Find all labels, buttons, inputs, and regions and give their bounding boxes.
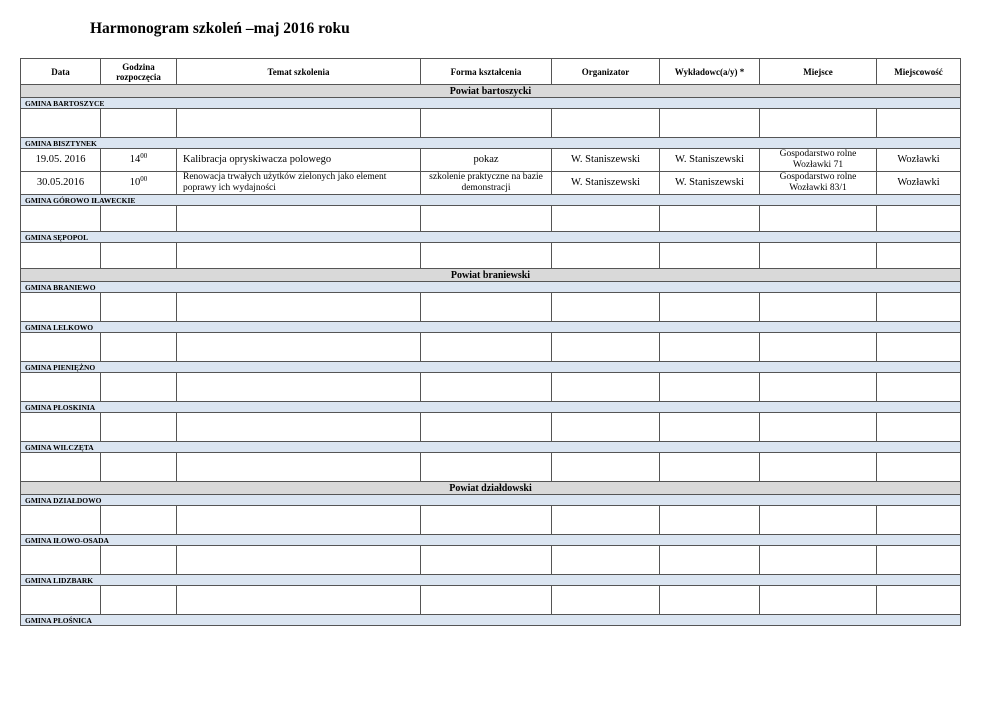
gmina-row xyxy=(21,98,961,109)
entry-hour-value: 10 xyxy=(129,177,141,188)
empty-cell xyxy=(21,413,101,442)
empty-cell xyxy=(101,373,177,402)
empty-cell xyxy=(101,333,177,362)
empty-cell xyxy=(421,586,552,615)
empty-cell xyxy=(21,109,101,138)
empty-row xyxy=(21,506,961,535)
gmina-row xyxy=(21,138,961,149)
empty-row xyxy=(21,243,961,269)
entry-lecturer: W. Staniszewski xyxy=(660,172,760,195)
empty-row xyxy=(21,546,961,575)
gmina-row xyxy=(21,402,961,413)
entry-hour xyxy=(101,149,177,172)
empty-row xyxy=(21,413,961,442)
entry-minutes: 00 xyxy=(140,152,148,160)
empty-cell xyxy=(877,453,961,482)
empty-cell xyxy=(877,293,961,322)
empty-cell xyxy=(660,243,760,269)
empty-cell xyxy=(101,546,177,575)
empty-cell xyxy=(877,373,961,402)
empty-cell xyxy=(760,373,877,402)
empty-cell xyxy=(421,453,552,482)
gmina-name: GMINA IŁOWO-OSADA xyxy=(21,535,961,546)
col-header-start-hour: Godzina rozpoczęcia xyxy=(101,59,177,85)
empty-cell xyxy=(177,586,421,615)
empty-cell xyxy=(760,206,877,232)
powiat-name: Powiat bartoszycki xyxy=(21,85,961,98)
entry-place: Gospodarstwo rolne Wozławki 83/1 xyxy=(760,172,877,195)
empty-cell xyxy=(660,546,760,575)
empty-cell xyxy=(177,333,421,362)
empty-row xyxy=(21,373,961,402)
empty-cell xyxy=(552,243,660,269)
empty-cell xyxy=(101,206,177,232)
gmina-row xyxy=(21,195,961,206)
col-header-organizer: Organizator xyxy=(552,59,660,85)
empty-cell xyxy=(760,413,877,442)
empty-cell xyxy=(877,333,961,362)
empty-cell xyxy=(21,546,101,575)
empty-cell xyxy=(552,109,660,138)
col-header-locality: Miejscowość xyxy=(877,59,961,85)
empty-cell xyxy=(660,413,760,442)
gmina-name: GMINA BISZTYNEK xyxy=(21,138,961,149)
empty-cell xyxy=(21,453,101,482)
entry-lecturer: W. Staniszewski xyxy=(660,149,760,172)
empty-cell xyxy=(552,413,660,442)
entry-locality: Wozławki xyxy=(877,172,961,195)
empty-cell xyxy=(760,333,877,362)
empty-cell xyxy=(21,506,101,535)
empty-cell xyxy=(421,206,552,232)
empty-cell xyxy=(760,243,877,269)
empty-cell xyxy=(101,506,177,535)
empty-cell xyxy=(177,373,421,402)
empty-row xyxy=(21,333,961,362)
empty-cell xyxy=(760,506,877,535)
empty-cell xyxy=(21,373,101,402)
empty-cell xyxy=(552,546,660,575)
empty-cell xyxy=(421,413,552,442)
powiat-row xyxy=(21,85,961,98)
empty-cell xyxy=(421,243,552,269)
entry-form: pokaz xyxy=(421,149,552,172)
header-row xyxy=(21,59,961,85)
gmina-row xyxy=(21,362,961,373)
entry-hour-value: 14 xyxy=(129,154,141,165)
empty-cell xyxy=(101,453,177,482)
empty-cell xyxy=(21,206,101,232)
empty-cell xyxy=(877,586,961,615)
gmina-name: GMINA SĘPOPOL xyxy=(21,232,961,243)
empty-cell xyxy=(552,293,660,322)
empty-row xyxy=(21,293,961,322)
empty-cell xyxy=(760,293,877,322)
gmina-name: GMINA DZIAŁDOWO xyxy=(21,495,961,506)
powiat-name: Powiat braniewski xyxy=(21,269,961,282)
empty-cell xyxy=(177,453,421,482)
empty-cell xyxy=(421,293,552,322)
gmina-name: GMINA PŁOSKINIA xyxy=(21,402,961,413)
empty-cell xyxy=(421,333,552,362)
empty-cell xyxy=(101,413,177,442)
gmina-row xyxy=(21,575,961,586)
empty-cell xyxy=(552,586,660,615)
powiat-row xyxy=(21,482,961,495)
empty-row xyxy=(21,109,961,138)
empty-cell xyxy=(421,109,552,138)
empty-cell xyxy=(552,206,660,232)
gmina-name: GMINA WILCZĘTA xyxy=(21,442,961,453)
empty-cell xyxy=(21,333,101,362)
empty-cell xyxy=(660,109,760,138)
empty-cell xyxy=(877,109,961,138)
empty-cell xyxy=(660,293,760,322)
entry-date: 30.05.2016 xyxy=(21,172,101,195)
empty-cell xyxy=(760,586,877,615)
col-header-form: Forma kształcenia xyxy=(421,59,552,85)
empty-cell xyxy=(877,506,961,535)
empty-cell xyxy=(660,506,760,535)
gmina-name: GMINA BRANIEWO xyxy=(21,282,961,293)
empty-cell xyxy=(660,586,760,615)
entry-organizer: W. Staniszewski xyxy=(552,149,660,172)
empty-row xyxy=(21,206,961,232)
gmina-row xyxy=(21,442,961,453)
schedule-table xyxy=(20,58,961,626)
col-header-topic: Temat szkolenia xyxy=(177,59,421,85)
empty-cell xyxy=(760,546,877,575)
entry-place: Gospodarstwo rolne Wozławki 71 xyxy=(760,149,877,172)
entry-hour xyxy=(101,172,177,195)
gmina-row xyxy=(21,535,961,546)
empty-cell xyxy=(660,333,760,362)
entry-topic: Renowacja trwałych użytków zielonych jako element poprawy ich wydajności xyxy=(177,172,421,195)
entry-minutes: 00 xyxy=(140,175,148,183)
empty-cell xyxy=(760,109,877,138)
empty-cell xyxy=(21,586,101,615)
gmina-row xyxy=(21,615,961,626)
empty-cell xyxy=(21,293,101,322)
entry-locality: Wozławki xyxy=(877,149,961,172)
empty-cell xyxy=(877,546,961,575)
empty-row xyxy=(21,453,961,482)
empty-cell xyxy=(552,333,660,362)
empty-cell xyxy=(552,506,660,535)
empty-row xyxy=(21,586,961,615)
empty-cell xyxy=(177,293,421,322)
gmina-row xyxy=(21,232,961,243)
gmina-row xyxy=(21,282,961,293)
entry-date: 19.05. 2016 xyxy=(21,149,101,172)
empty-cell xyxy=(421,373,552,402)
document-title: Harmonogram szkoleń –maj 2016 roku xyxy=(90,20,350,37)
gmina-row xyxy=(21,322,961,333)
empty-cell xyxy=(101,243,177,269)
empty-cell xyxy=(101,586,177,615)
entry-organizer: W. Staniszewski xyxy=(552,172,660,195)
col-header-lecturer: Wykładowc(a/y) * xyxy=(660,59,760,85)
gmina-name: GMINA PIENIĘŻNO xyxy=(21,362,961,373)
empty-cell xyxy=(177,546,421,575)
empty-cell xyxy=(552,373,660,402)
empty-cell xyxy=(21,243,101,269)
gmina-name: GMINA PŁOŚNICA xyxy=(21,615,961,626)
gmina-row xyxy=(21,495,961,506)
table-row xyxy=(21,172,961,195)
entry-topic: Kalibracja opryskiwacza polowego xyxy=(177,149,421,172)
empty-cell xyxy=(660,373,760,402)
empty-cell xyxy=(101,293,177,322)
col-header-date: Data xyxy=(21,59,101,85)
gmina-name: GMINA LELKOWO xyxy=(21,322,961,333)
empty-cell xyxy=(877,413,961,442)
empty-cell xyxy=(177,206,421,232)
empty-cell xyxy=(177,109,421,138)
powiat-row xyxy=(21,269,961,282)
empty-cell xyxy=(660,206,760,232)
empty-cell xyxy=(101,109,177,138)
empty-cell xyxy=(877,243,961,269)
gmina-name: GMINA LIDZBARK xyxy=(21,575,961,586)
empty-cell xyxy=(177,243,421,269)
table-row xyxy=(21,149,961,172)
empty-cell xyxy=(421,506,552,535)
entry-form: szkolenie praktyczne na bazie demonstracji xyxy=(421,172,552,195)
empty-cell xyxy=(760,453,877,482)
gmina-name: GMINA GÓROWO IŁAWECKIE xyxy=(21,195,961,206)
empty-cell xyxy=(552,453,660,482)
empty-cell xyxy=(877,206,961,232)
empty-cell xyxy=(177,506,421,535)
empty-cell xyxy=(177,413,421,442)
powiat-name: Powiat działdowski xyxy=(21,482,961,495)
empty-cell xyxy=(660,453,760,482)
gmina-name: GMINA BARTOSZYCE xyxy=(21,98,961,109)
col-header-place: Miejsce xyxy=(760,59,877,85)
empty-cell xyxy=(421,546,552,575)
